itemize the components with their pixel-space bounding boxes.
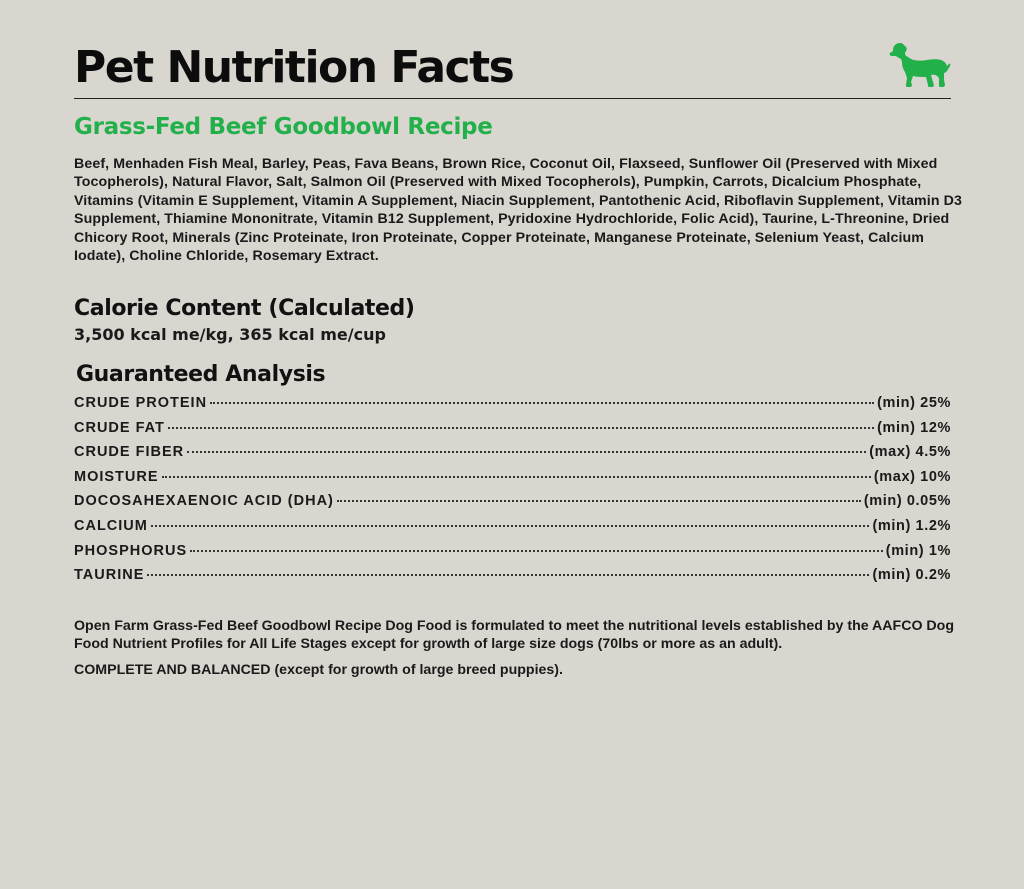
guaranteed-analysis-heading: Guaranteed Analysis [76, 362, 326, 387]
nutrient-value: (min) 1.2% [872, 517, 951, 534]
dot-leader [168, 427, 874, 429]
dot-leader [162, 476, 871, 478]
dot-leader [147, 574, 869, 576]
analysis-row-taurine [74, 567, 951, 592]
ingredients-list: Beef, Menhaden Fish Meal, Barley, Peas, Fava Beans, Brown Rice, Coconut Oil, Flaxseed, Sunflower Oil (Preserved with Mixed Tocopherols), Natural Flavor, Salt, Salmon Oil (Preserved with Mixed Tocopherols), Pumpkin, Carrots, Dicalcium Phosphate, Vitamins (Vitamin E Supplement, Vitamin A Supplement, Niacin Supplement, Pantothenic Acid, Riboflavin Supplement, Vitamin D3 Supplement, Thiamine Mononitrate, Vitamin B12 Supplement, Pyridoxine Hydrochloride, Folic Acid), Taurine, L-Threonine, Dried Chicory Root, Minerals (Zinc Proteinate, Iron Proteinate, Copper Proteinate, Manganese Proteinate, Selenium Yeast, Calcium Iodate), Choline Chloride, Rosemary Extract. [74, 156, 962, 265]
nutrient-name: TAURINE [74, 567, 145, 584]
analysis-row-crude-protein [74, 395, 951, 420]
dot-leader [337, 500, 861, 502]
page-title: Pet Nutrition Facts [74, 42, 514, 93]
nutrient-value: (max) 4.5% [869, 444, 951, 461]
analysis-row-calcium [74, 518, 951, 543]
nutrient-value: (min) 1% [885, 542, 951, 559]
guaranteed-analysis-table [74, 395, 951, 592]
dog-icon [889, 42, 951, 88]
nutrient-name: PHOSPHORUS [74, 542, 188, 559]
calorie-content-heading: Calorie Content (Calculated) [74, 296, 415, 321]
dot-leader [210, 402, 874, 404]
recipe-name: Grass-Fed Beef Goodbowl Recipe [74, 114, 493, 140]
dot-leader [151, 525, 870, 527]
nutrient-name: CALCIUM [74, 517, 148, 534]
nutrient-name: CRUDE FAT [74, 419, 165, 436]
dot-leader [187, 451, 866, 453]
nutrient-value: (min) 0.05% [863, 493, 951, 510]
analysis-row-crude-fat [74, 420, 951, 445]
nutrient-name: CRUDE PROTEIN [74, 395, 208, 411]
analysis-row-phosphorus [74, 543, 951, 568]
nutrient-value: (min) 25% [877, 395, 951, 411]
aafco-statement: Open Farm Grass-Fed Beef Goodbowl Recipe Dog Food is formulated to meet the nutritional levels established by the AAFCO Dog Food Nutrient Profiles for All Life Stages except for growth of large size dogs (70lbs or more as an adult). [74, 618, 954, 652]
nutrient-value: (max) 10% [873, 468, 951, 485]
header [74, 38, 951, 99]
complete-balanced-statement: COMPLETE AND BALANCED (except for growth of large breed puppies). [74, 662, 563, 678]
dot-leader [190, 550, 883, 552]
analysis-row-moisture [74, 469, 951, 494]
nutrient-value: (min) 12% [877, 419, 951, 436]
analysis-row-crude-fiber [74, 444, 951, 469]
nutrient-value: (min) 0.2% [872, 567, 951, 584]
nutrient-name: MOISTURE [74, 468, 159, 485]
analysis-row-dha [74, 493, 951, 518]
nutrient-name: CRUDE FIBER [74, 444, 185, 461]
calorie-content-value: 3,500 kcal me/kg, 365 kcal me/cup [74, 325, 386, 344]
nutrient-name: DOCOSAHEXAENOIC ACID (DHA) [74, 493, 334, 510]
